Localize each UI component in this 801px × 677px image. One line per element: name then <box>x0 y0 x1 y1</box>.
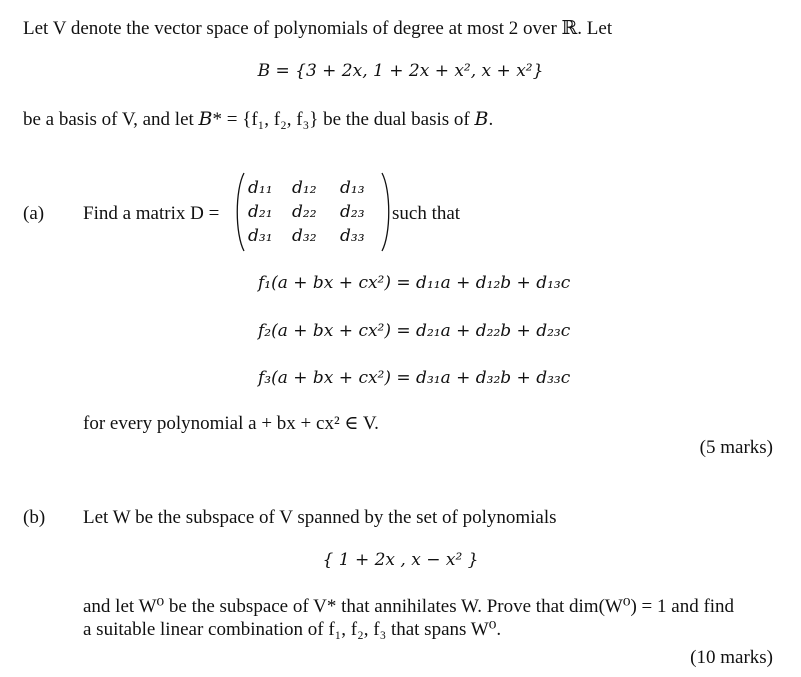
part-a-marks: (5 marks) <box>699 437 773 458</box>
equation-f1: f₁(a + bx + cx²) = d₁₁a + d₁₂b + d₁₃c <box>258 273 571 293</box>
matrix-cell: d₁₁ <box>248 178 273 198</box>
part-b-line-3: a suitable linear combination of f₁, f₂, f₃ that spans W⁰. <box>83 619 502 640</box>
matrix-cell: d₂₃ <box>340 202 365 222</box>
matrix-grid <box>248 178 384 250</box>
matrix-cell: d₂₁ <box>248 202 273 222</box>
part-a-label: (a) <box>23 203 45 224</box>
part-b-line-2: and let W⁰ be the subspace of V* that annihilates W. Prove that dim(W⁰) = 1 and find <box>83 596 735 617</box>
part-b-line-1: Let W be the subspace of V spanned by the set of polynomials <box>83 507 557 528</box>
matrix-cell: d₁₃ <box>340 178 365 198</box>
part-a-lead: Find a matrix D = <box>83 203 220 224</box>
intro-line-2: be a basis of V, and let 𝐵* = {f₁, f₂, f₃} be the dual basis of 𝐵. <box>23 109 494 130</box>
part-a-trail: such that <box>392 203 461 224</box>
matrix-cell: d₃₃ <box>340 226 365 246</box>
part-b-marks: (10 marks) <box>690 647 773 668</box>
intro-line-1: Let V denote the vector space of polynomials of degree at most 2 over ℝ. Let <box>23 18 613 39</box>
left-paren <box>234 172 246 252</box>
matrix-cell: d₁₂ <box>292 178 317 198</box>
part-b-label: (b) <box>23 507 46 528</box>
equation-f3: f₃(a + bx + cx²) = d₃₁a + d₃₂b + d₃₃c <box>258 368 571 388</box>
basis-equation: 𝐵 = {3 + 2x, 1 + 2x + x², x + x²} <box>257 61 544 81</box>
matrix-cell: d₃₂ <box>292 226 317 246</box>
right-paren <box>380 172 392 252</box>
part-a-closing: for every polynomial a + bx + cx² ∈ V. <box>83 413 379 434</box>
matrix-d <box>234 172 384 252</box>
equation-f2: f₂(a + bx + cx²) = d₂₁a + d₂₂b + d₂₃c <box>258 321 571 341</box>
matrix-cell: d₃₁ <box>248 226 273 246</box>
spanning-set: { 1 + 2x , x − x² } <box>322 550 479 570</box>
matrix-cell: d₂₂ <box>292 202 317 222</box>
